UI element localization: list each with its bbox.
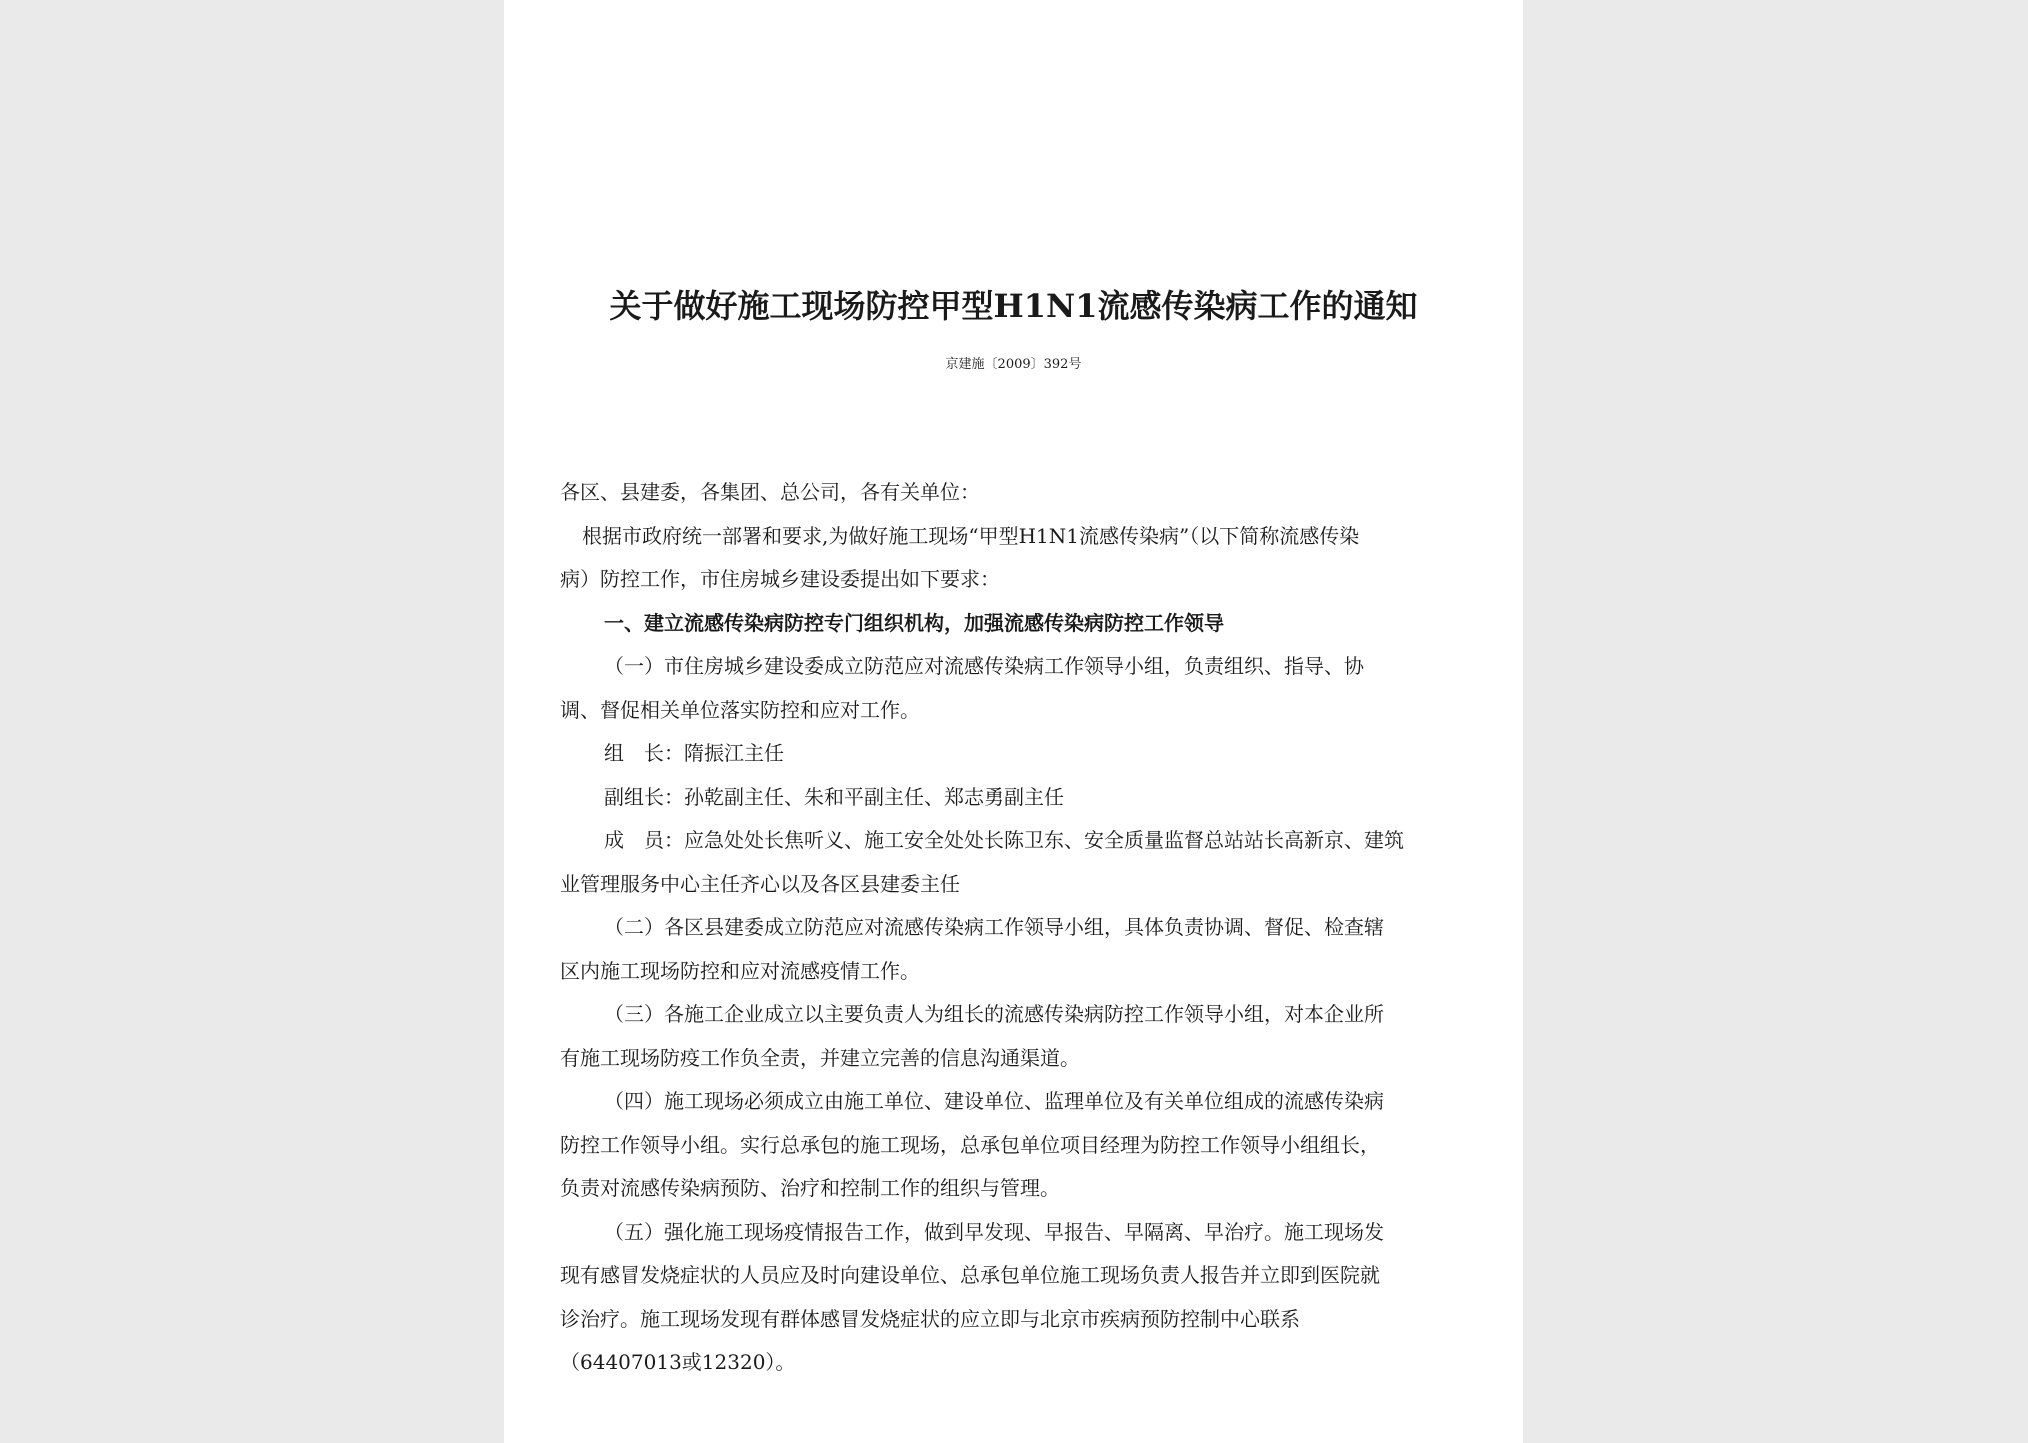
paragraph-line: （四）施工现场必须成立由施工单位、建设单位、监理单位及有关单位组成的流感传染病	[604, 1089, 1384, 1113]
document-title: 关于做好施工现场防控甲型H1N1流感传染病工作的通知	[609, 287, 1418, 325]
paragraph-line: （二）各区县建委成立防范应对流感传染病工作领导小组，具体负责协调、督促、检查辖	[604, 915, 1384, 939]
document-number: 京建施〔2009〕392号	[945, 357, 1082, 372]
paragraph-line: 调、督促相关单位落实防控和应对工作。	[560, 698, 920, 722]
paragraph-line: 组 长：隋振江主任	[604, 741, 784, 765]
paragraph-line: 防控工作领导小组。实行总承包的施工现场，总承包单位项目经理为防控工作领导小组组长，	[560, 1133, 1380, 1157]
paragraph-line: 现有感冒发烧症状的人员应及时向建设单位、总承包单位施工现场负责人报告并立即到医院就	[560, 1263, 1380, 1287]
paragraph-line: （64407013或12320）。	[560, 1350, 796, 1374]
section-heading: 一、建立流感传染病防控专门组织机构，加强流感传染病防控工作领导	[604, 611, 1224, 635]
paragraph-line: 业管理服务中心主任齐心以及各区县建委主任	[560, 872, 960, 896]
document-page	[504, 0, 1523, 1443]
paragraph-line: 区内施工现场防控和应对流感疫情工作。	[560, 959, 920, 983]
addressee-line: 各区、县建委，各集团、总公司，各有关单位：	[560, 480, 980, 504]
paragraph-line: 病）防控工作，市住房城乡建设委提出如下要求：	[560, 567, 1000, 591]
paragraph-line: 副组长：孙乾副主任、朱和平副主任、郑志勇副主任	[604, 785, 1064, 809]
paragraph-line: （三）各施工企业成立以主要负责人为组长的流感传染病防控工作领导小组，对本企业所	[604, 1002, 1384, 1026]
paragraph-line: （五）强化施工现场疫情报告工作，做到早发现、早报告、早隔离、早治疗。施工现场发	[604, 1220, 1384, 1244]
paragraph-line: 成 员：应急处处长焦听义、施工安全处处长陈卫东、安全质量监督总站站长高新京、建筑	[604, 828, 1404, 852]
paragraph-line: 根据市政府统一部署和要求,为做好施工现场“甲型H1N1流感传染病”（以下简称流感传染	[582, 524, 1360, 548]
paragraph-line: 负责对流感传染病预防、治疗和控制工作的组织与管理。	[560, 1176, 1060, 1200]
paragraph-line: 有施工现场防疫工作负全责，并建立完善的信息沟通渠道。	[560, 1046, 1080, 1070]
paragraph-line: （一）市住房城乡建设委成立防范应对流感传染病工作领导小组，负责组织、指导、协	[604, 654, 1364, 678]
paragraph-line: 诊治疗。施工现场发现有群体感冒发烧症状的应立即与北京市疾病预防控制中心联系	[560, 1307, 1300, 1331]
